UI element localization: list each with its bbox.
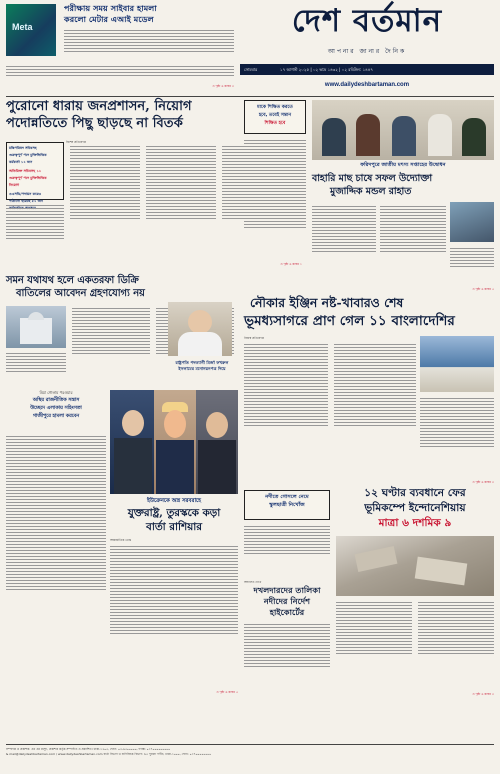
sidebar-line-1: মন্ত্রিপরিষদ সচিবসহ [9,146,37,150]
land-text [244,622,330,698]
masthead-date: ১৭ আগস্ট ২০২৫ | ০২ ভাদ্র ১৪৩২ | ০২ রবিউল: ১৪৪৭ [280,67,373,72]
top-story-headline-1: পরীক্ষায় সময় সাইবার হামলা [64,3,157,13]
lead-headline-1: পুরোনো ধারায় জনপ্রশাসন, নিয়োগ [6,99,192,114]
sidebar-line-4: অতিরিক্ত সচিবসহ ১২ [9,169,42,173]
mother-line-2: হবে, তবেই সন্তান [258,113,292,118]
sidebar-line-8: পাঠানো হয়েছে ৫২ জন [9,199,43,203]
earthquake-photo [336,536,494,596]
masthead [240,4,494,94]
lead-text-col-2 [70,144,140,270]
top-story-continued: এ পৃষ্ঠা ৬ কলাম ৩ [212,84,234,88]
court-text-col-1 [6,351,66,385]
mother-box [244,100,306,134]
flood-line-1: নদীতে গোসলে নেমে [265,494,309,500]
fish-headline-2: মুজাদ্দিক মন্ডল রাহাত [330,186,412,197]
boat-story [244,296,494,486]
boat-kicker: নিজস্ব প্রতিবেদক [244,336,265,340]
land-headline-2: নদীদের নির্দেশ [263,596,311,606]
quote-line-3: উচ্ছেদে এলাকায় সহিংসতা [30,406,82,411]
court-text-col-2 [72,306,150,386]
footer-line-1: সম্পাদক ও প্রকাশক: এম এম মাসুদ, প্রকাশক কর্তৃক সম্পাদিত ও প্রকাশিত। ঢাকা-১২০৫, ফোন: ০২-৯৫০০০০০, ফ্যাক্স: ০১৭০০০০০০০০০ [6,747,171,751]
top-story-headline-2: করলো মেটার এআই মডেল [64,14,154,24]
boat-headline-2: ভূমধ্যসাগরে প্রাণ গেল ১১ বাংলাদেশির [244,313,455,329]
date-bar [240,64,494,75]
court-headline-1: সমন যথাযথ হলে একতরফা ডিক্রি [6,275,139,286]
quote-line-4: গাজীপুরে হামলা করবেন [32,414,80,419]
fish-photo-caption: ফরিদপুরে জাতীয় মৎস্য সপ্তাহের উদ্বোধন [360,162,446,168]
putin-headline-3: বার্তা রাশিয়ার [146,521,202,533]
land-kicker: আদালত দেখে [244,580,262,584]
land-story [244,580,330,700]
top-story [6,4,234,90]
fish-photo [312,100,494,160]
flood-text [244,524,330,576]
indonesia-headline-1: ১২ ঘণ্টার ব্যবধানে ফের [364,487,466,499]
indonesia-text-col-2 [418,600,494,692]
fish-continued: এ পৃষ্ঠা ৬ কলাম ৫ [472,287,494,291]
sidebar-line-3: কর্মকর্তা ১২ জন [9,160,33,164]
masthead-title: দেশ বর্তমান [291,3,443,39]
sidebar-line-7: ওএসডি/পদায়ন করেও [9,192,42,196]
middle-text-col [244,138,306,288]
lead-sidebar-box [6,142,64,203]
meta-label: Meta [12,22,33,32]
lead-text-col-3 [146,144,216,270]
flood-box [244,490,330,520]
lead-text-col-1 [6,203,64,265]
mirza-block [164,302,240,386]
quote-line-2: অস্থির রাজনীতিক সন্ত্রাস [32,398,80,403]
indonesia-continued: এ পৃষ্ঠা ৬ কলাম ৩ [472,692,494,696]
sidebar-line-6: নিয়োগ [9,183,20,187]
putin-kicker: আন্তর্জাতিক ডেস্ক [110,538,131,542]
putin-continued: এ পৃষ্ঠা ৬ কলাম ৫ [216,690,238,694]
land-headline-1: দখলদারদের তালিকা [253,585,321,595]
mirza-caption-2: ইসলামের মনোনয়নপত্র দিয়ে [178,366,226,371]
indonesia-headline-2: ভূমিকম্পে ইন্দোনেশিয়ায় [364,502,466,514]
boat-text-col-3 [420,396,494,482]
leaders-photo [110,390,238,494]
court-headline-2: বাতিলের আবেদন গ্রহণযোগ্য নয় [16,288,145,299]
footer-line-2: & mail@dailydeshbartaman.com / www.dailydeshbartaman.com বার্তা বিভাগ ও বাণিজ্যিক বিভাগ: ৬৫ পুরানা পল্টন, ঢাকা-১০০০, ফোন: ০১৭০০০০০০০০ [6,752,212,756]
indonesia-headline-3: মাত্রা ৬ দশমিক ৯ [378,517,452,529]
fish-text-col-3 [450,246,494,284]
indonesia-story [336,488,494,700]
quote-line-1: মিয়া গোলাম পরওয়ার [39,390,73,395]
land-headline-3: হাইকোর্টের [269,607,305,617]
boat-text-col-1 [244,342,328,482]
meta-logo-photo [6,4,56,56]
boat-text-col-2 [334,342,416,482]
sidebar-line-2: গুরুত্বপূর্ণ পদে চুক্তিভিত্তিক [9,153,47,157]
lead-continued: এ পৃষ্ঠা ৬ কলাম ১ [280,262,302,266]
flood-line-2: স্কুলছাত্রী নিখোঁজ [269,502,305,508]
top-story-text-2 [6,64,234,82]
putin-text [110,544,238,694]
mirza-caption-1: রাষ্ট্রপতি পদত্যাগী মির্জা ফখরুল [175,360,229,365]
top-story-text [64,28,234,68]
boat-continued: এ পৃষ্ঠা ৬ কলাম ৩ [472,480,494,484]
boat-photo [420,336,494,392]
footer [6,747,494,771]
court-building-photo [6,306,66,348]
sidebar-line-5: গুরুত্বপূর্ণ পদে চুক্তিভিত্তিক [9,176,47,180]
mother-line-3: শিক্ষিত হবে [264,121,286,126]
putin-headline-2: যুক্তরাষ্ট্র, তুরস্ককে কড়া [127,507,221,519]
fish-person-photo [450,202,494,242]
putin-story [110,390,238,700]
putin-headline-1: ইউক্রেনকে অস্ত্র সরবরাহে [146,498,201,504]
fish-headline-1: বাহারি মাছ চাষে সফল উদ্যোক্তা [312,173,433,184]
lead-headline-2: পদোন্নতিতে পিছু ছাড়ছে না বিতর্ক [6,116,183,131]
fish-text-col-2 [380,204,446,284]
masthead-website[interactable]: www.dailydeshbartaman.com [324,82,410,88]
boat-headline-1: নৌকার ইঞ্জিন নষ্ট-খাবারও শেষ [250,295,404,310]
fish-story [312,100,494,295]
lead-kicker: বিশেষ প্রতিবেদক [66,140,87,144]
masthead-slogan: আপনার জানার দৈনিক [327,48,407,55]
mirza-photo [168,302,232,356]
quote-box [6,390,106,430]
left-lower-text [6,434,106,694]
fish-text-col-1 [312,204,376,284]
indonesia-text-col-1 [336,600,412,692]
mother-line-1: মাকে শিক্ষিত করতে [257,105,293,110]
masthead-day: সোমবার [244,67,258,72]
